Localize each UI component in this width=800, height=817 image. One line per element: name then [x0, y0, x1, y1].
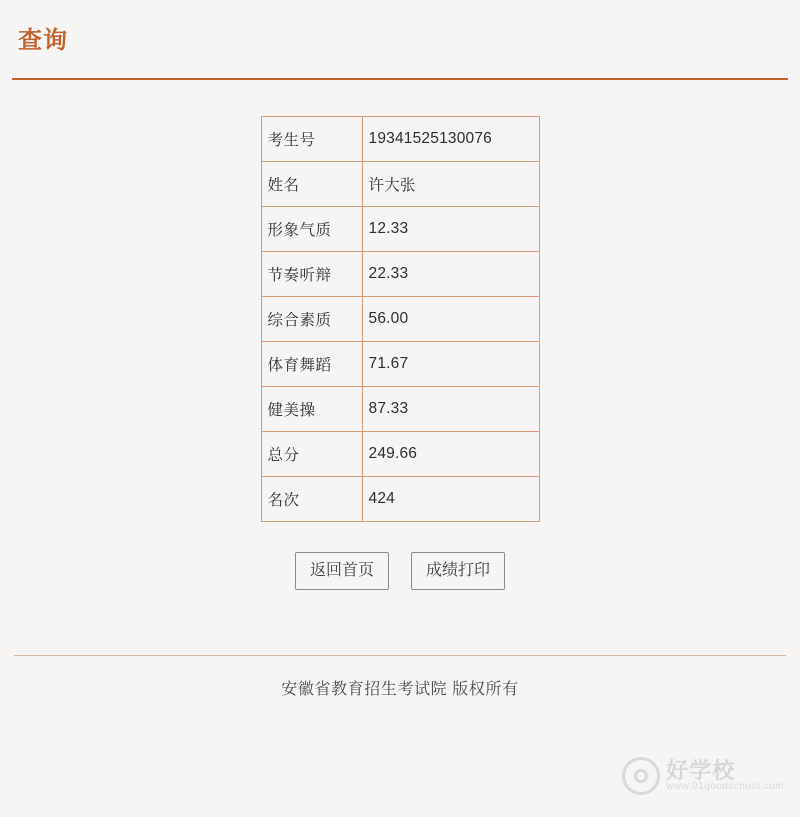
table-row: [261, 252, 539, 297]
back-home-button[interactable]: 返回首页: [295, 552, 389, 590]
page-header: [0, 0, 800, 66]
row-value: 56.00: [362, 297, 539, 342]
table-row: [261, 117, 539, 162]
footer-copyright: 安徽省教育招生考试院 版权所有: [281, 681, 519, 698]
row-value: 19341525130076: [362, 117, 539, 162]
header-divider: [12, 78, 788, 80]
score-table: [261, 116, 540, 522]
watermark-texts: [666, 759, 784, 793]
row-value: 许大张: [362, 162, 539, 207]
row-value: 22.33: [362, 252, 539, 297]
table-row: [261, 477, 539, 522]
row-value: 424: [362, 477, 539, 522]
row-value: 87.33: [362, 387, 539, 432]
watermark-logo-icon: [622, 757, 660, 795]
table-row: [261, 162, 539, 207]
watermark: [622, 757, 784, 795]
row-value: 71.67: [362, 342, 539, 387]
table-row: [261, 387, 539, 432]
score-table-container: [0, 116, 800, 522]
page-footer: [0, 655, 800, 699]
table-row: [261, 342, 539, 387]
row-label: 考生号: [261, 117, 362, 162]
row-label: 健美操: [261, 387, 362, 432]
row-value: 249.66: [362, 432, 539, 477]
action-buttons: [0, 552, 800, 590]
row-label: 形象气质: [261, 207, 362, 252]
row-label: 名次: [261, 477, 362, 522]
row-label: 姓名: [261, 162, 362, 207]
row-label: 综合素质: [261, 297, 362, 342]
row-label: 节奏听辩: [261, 252, 362, 297]
footer-divider: [14, 655, 786, 656]
watermark-url: www.91goodschool.com: [666, 781, 784, 793]
row-value: 12.33: [362, 207, 539, 252]
watermark-brand: 好学校: [666, 758, 736, 784]
table-row: [261, 207, 539, 252]
row-label: 体育舞蹈: [261, 342, 362, 387]
page-title: 查询: [18, 27, 68, 54]
row-label: 总分: [261, 432, 362, 477]
score-table-body: [261, 117, 539, 522]
table-row: [261, 297, 539, 342]
table-row: [261, 432, 539, 477]
print-score-button[interactable]: 成绩打印: [411, 552, 505, 590]
